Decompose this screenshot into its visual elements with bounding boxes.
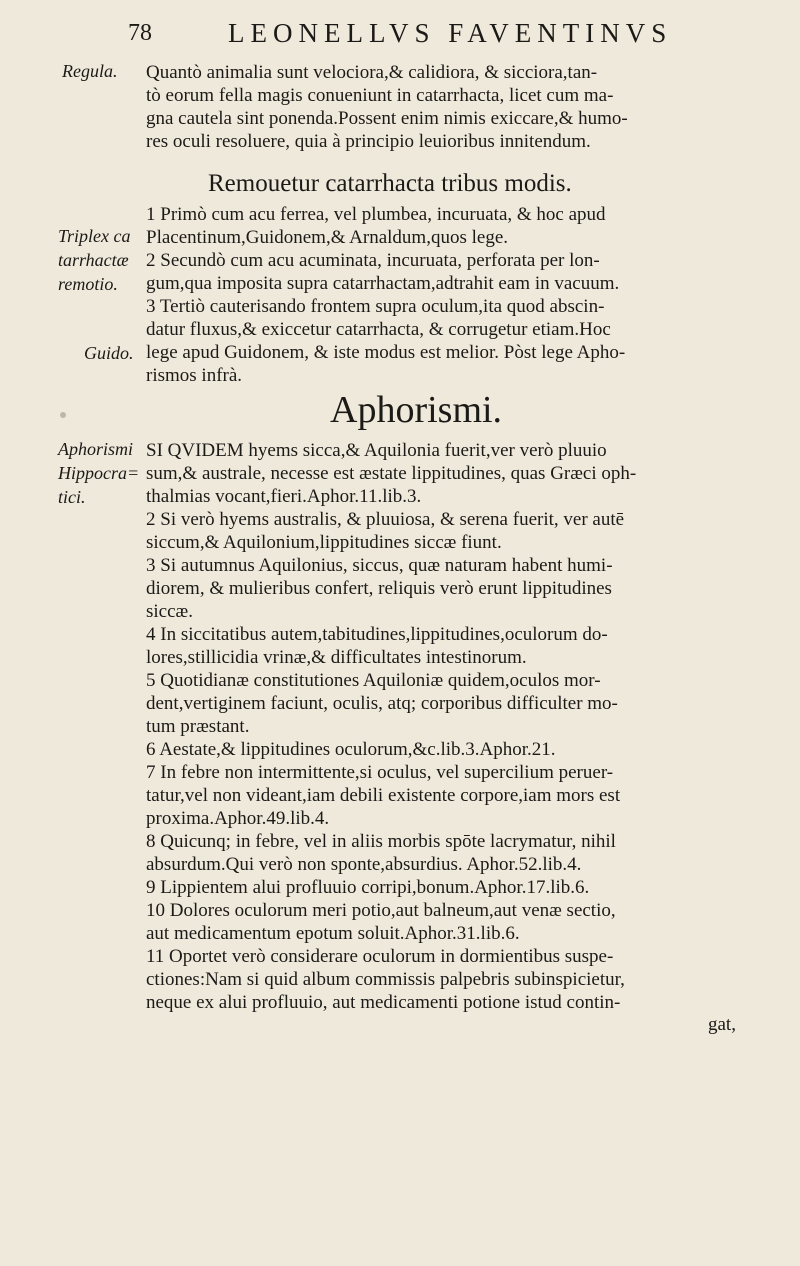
text-line: siccæ. — [146, 601, 193, 622]
text-line: res oculi resoluere, quia à principio leuioribus innitendum. — [146, 131, 591, 152]
text-line: 3 Si autumnus Aquilonius, siccus, quæ naturam habent humi- — [146, 555, 613, 576]
text-line: sum,& australe, necesse est æstate lippitudines, quas Græci oph- — [146, 463, 637, 484]
text-line: 7 In febre non intermittente,si oculus, vel supercilium peruer- — [146, 762, 614, 783]
text-line: Quantò animalia sunt velociora,& calidiora, & sicciora,tan- — [146, 62, 598, 83]
text-line: 11 Oportet verò considerare oculorum in dormientibus suspe- — [146, 946, 614, 967]
text-line: 8 Quicunq; in febre, vel in aliis morbis spōte lacrymatur, nihil — [146, 831, 616, 852]
text-line: 1 Primò cum acu ferrea, vel plumbea, incuruata, & hoc apud — [146, 204, 606, 225]
text-line: tò eorum fella magis conueniunt in catarrhacta, licet cum ma- — [146, 85, 614, 106]
section-heading: Remouetur catarrhacta tribus modis. — [208, 170, 572, 197]
page-header — [128, 18, 740, 50]
text-line: neque ex alui profluuio, aut medicamenti potione istud contin- — [146, 992, 621, 1013]
margin-note-triplex: tarrhactæ — [58, 250, 129, 270]
text-line: dent,vertiginem faciunt, oculis, atq; corporibus difficulter mo- — [146, 693, 618, 714]
text-line: 3 Tertiò cauterisando frontem supra oculum,ita quod abscin- — [146, 296, 605, 317]
text-line: siccum,& Aquilonium,lippitudines siccæ fiunt. — [146, 532, 502, 553]
text-line: datur fluxus,& exiccetur catarrhacta, & corrugetur etiam.Hoc — [146, 319, 611, 340]
text-line: SI QVIDEM hyems sicca,& Aquilonia fuerit,ver verò pluuio — [146, 440, 607, 461]
text-line: gum,qua imposita supra catarrhactam,adtrahit eam in vacuum. — [146, 273, 620, 294]
text-line: 9 Lippientem alui profluuio corripi,bonum.Aphor.17.lib.6. — [146, 877, 590, 898]
text-line: 10 Dolores oculorum meri potio,aut balneum,aut venæ sectio, — [146, 900, 616, 921]
text-line: gna cautela sint ponenda.Possent enim nimis exiccare,& humo- — [146, 108, 628, 129]
margin-note-aphorismi: tici. — [58, 487, 86, 507]
text-line: Placentinum,Guidonem,& Arnaldum,quos lege. — [146, 227, 509, 248]
page-number: 78 — [128, 20, 152, 46]
margin-note-regula: Regula. — [62, 61, 118, 81]
text-line: 5 Quotidianæ constitutiones Aquiloniæ quidem,oculos mor- — [146, 670, 601, 691]
text-line: ctiones:Nam si quid album commissis palpebris subinspicietur, — [146, 969, 625, 990]
text-line: rismos infrà. — [146, 365, 243, 386]
text-line: diorem, & mulieribus confert, reliquis verò erunt lippitudines — [146, 578, 612, 599]
text-line: 6 Aestate,& lippitudines oculorum,&c.lib.3.Aphor.21. — [146, 739, 556, 760]
margin-note-guido: Guido. — [84, 343, 134, 363]
text-line: 2 Secundò cum acu acuminata, incuruata, perforata per lon- — [146, 250, 600, 271]
margin-note-triplex: Triplex ca — [58, 226, 131, 246]
text-line: thalmias vocant,fieri.Aphor.11.lib.3. — [146, 486, 422, 507]
text-line: lege apud Guidonem, & iste modus est melior. Pòst lege Apho- — [146, 342, 626, 363]
text-line: 4 In siccitatibus autem,tabitudines,lippitudines,oculorum do- — [146, 624, 608, 645]
margin-note-triplex: remotio. — [58, 274, 118, 294]
text-line: absurdum.Qui verò non sponte,absurdius. Aphor.52.lib.4. — [146, 854, 582, 875]
text-line: lores,stillicidia vrinæ,& difficultates intestinorum. — [146, 647, 527, 668]
margin-note-aphorismi: Hippocra= — [58, 463, 140, 483]
text-line: aut medicamentum epotum soluit.Aphor.31.lib.6. — [146, 923, 520, 944]
running-title: LEONELLVS FAVENTINVS — [228, 18, 673, 48]
text-line: proxima.Aphor.49.lib.4. — [146, 808, 330, 829]
catchword: gat, — [708, 1014, 736, 1035]
text-line: tatur,vel non videant,iam debili existente corpore,iam mors est — [146, 785, 621, 806]
section-title: Aphorismi. — [330, 389, 503, 431]
text-line: 2 Si verò hyems australis, & pluuiosa, & serena fuerit, ver autē — [146, 509, 625, 530]
margin-note-aphorismi: Aphorismi — [58, 439, 134, 459]
text-line: tum præstant. — [146, 716, 250, 737]
ink-smudge — [60, 412, 66, 418]
